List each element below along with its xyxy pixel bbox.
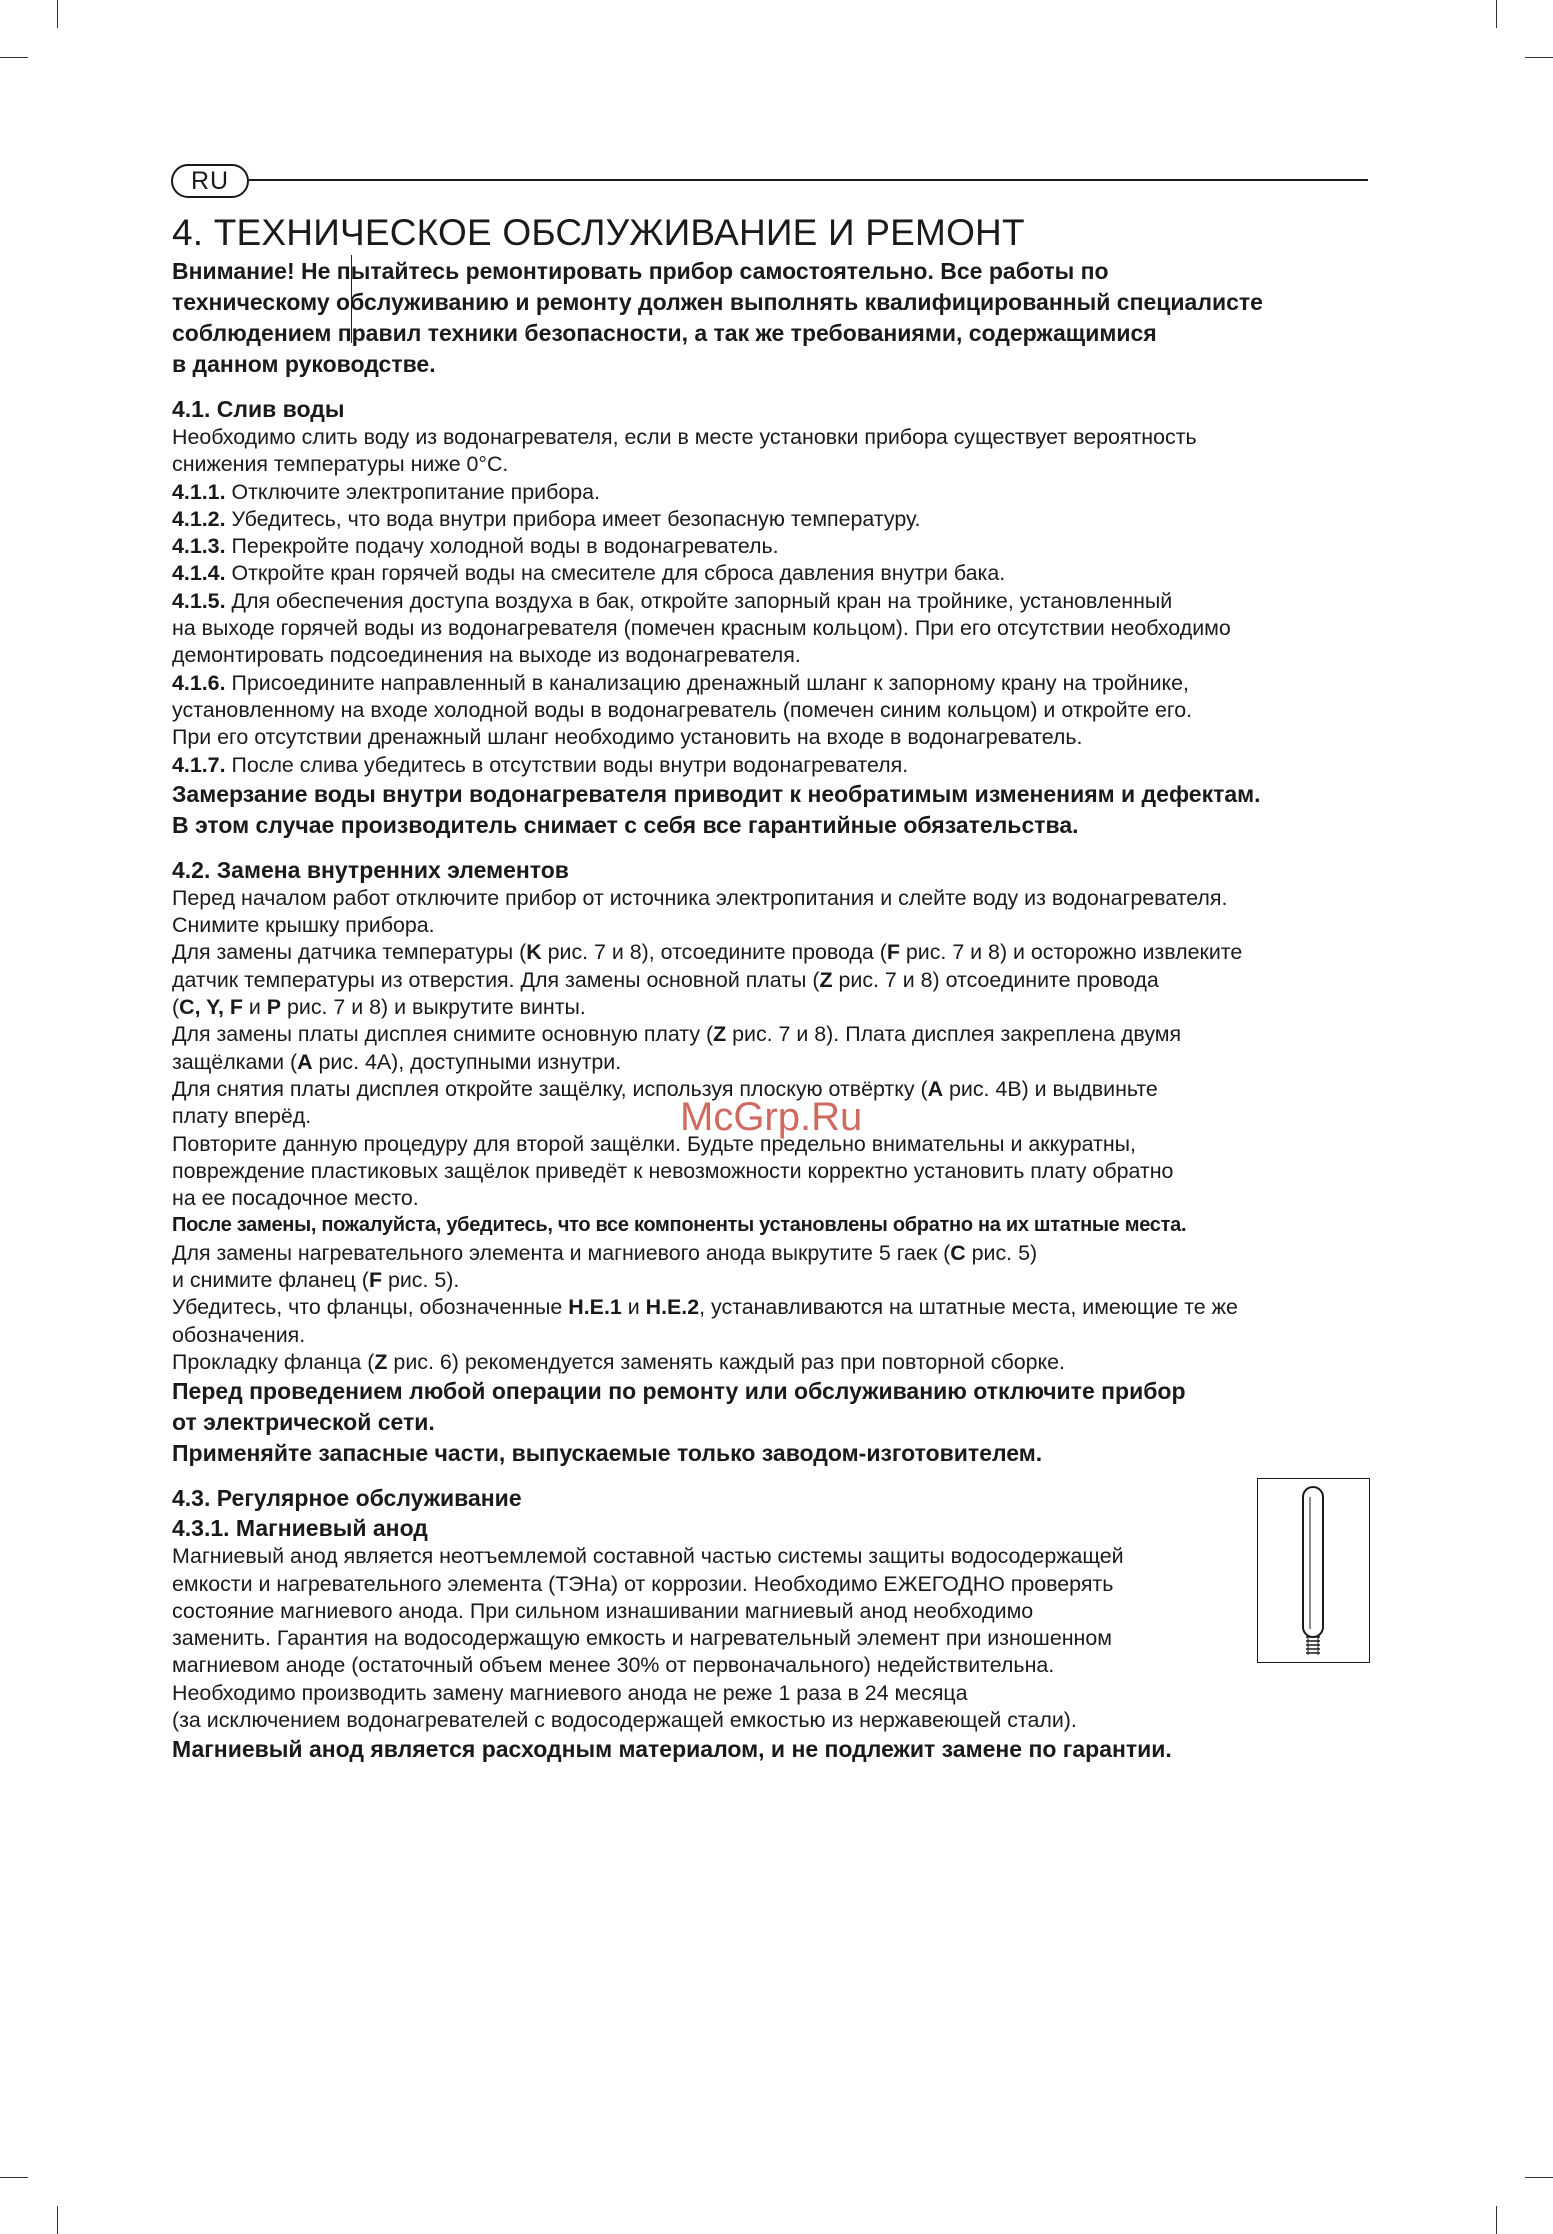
crop-mark: [0, 2177, 28, 2178]
section-heading: 4.1. Слив воды: [172, 396, 345, 422]
anode-warranty-warning: Магниевый анод является расходным материалом, и не подлежит замене по гарантии.: [172, 1736, 1172, 1763]
crop-mark: [1525, 2177, 1553, 2178]
power-off-warning: Перед проведением любой операции по ремонту или обслуживанию отключите прибор: [172, 1378, 1186, 1405]
step-4-1-1: 4.1.1. Отключите электропитание прибора.: [172, 479, 600, 504]
anode-rod-icon: [1258, 1479, 1368, 1661]
components-warning: После замены, пожалуйста, убедитесь, что все компоненты установлены обратно на их штатные места.: [172, 1214, 1187, 1237]
crop-mark: [57, 0, 58, 28]
header-rule: [249, 179, 1368, 181]
crop-mark: [1525, 57, 1553, 58]
magnesium-anode-figure: [1257, 1478, 1370, 1663]
main-warning: Внимание! Не пытайтесь ремонтировать прибор самостоятельно. Все работы по техническому обслуживанию и ремонту должен выполнять квалифицированный специалисте соблюдением правил техники безопасности, а так же требованиями, содержащимися в данном руководстве.: [172, 258, 1263, 377]
section-heading: 4.3. Регулярное обслуживание: [172, 1485, 522, 1512]
section-drain-water: 4.1. Слив воды Необходимо слить воду из водонагревателя, если в месте установки прибора существует вероятность снижения температуры ниже 0°С. 4.1.1. Отключите электропитание прибора. 4.1.2. Убедитесь, что вода внутри прибора имеет безопасную температуру. 4.1.3. Перекройте подачу холодной воды в водонагреватель. 4.1.4. Откройте кран горячей воды на смесителе для сброса давления внутри бака. 4.1.5. Для обеспечения доступа воздуха в бак, откройте запорный кран на тройнике, установленный на выходе горячей воды из водонагревателя (помечен красным кольцом). При его отсутствии необходимо демонтировать подсоединения на выходе из водонагревателя. 4.1.6. Присоедините направленный в канализацию дренажный шланг к запорному крану на тройнике, установленному на входе холодной воды в водонагреватель (помечен синим кольцом) и откройте его. При его отсутствии дренажный шланг необходимо установить на входе в водонагреватель. 4.1.7. После слива убедитесь в отсутствии воды внутри водонагревателя. Замерзание воды внутри водонагревателя приводит к необратимым изменениям и дефектам. В этом случае производитель снимает с себя все гарантийные обязательства.: [172, 394, 1402, 841]
page-content: [172, 210, 1402, 1765]
subsection-heading: 4.3.1. Магниевый анод: [172, 1515, 428, 1542]
spare-parts-warning: Применяйте запасные части, выпускаемые только заводом-изготовителем.: [172, 1440, 1043, 1467]
page-title: 4. ТЕХНИЧЕСКОЕ ОБСЛУЖИВАНИЕ И РЕМОНТ: [172, 212, 1025, 253]
crop-mark: [0, 57, 28, 58]
section-regular-maintenance: 4.3. Регулярное обслуживание 4.3.1. Магниевый анод Магниевый анод является неотъемлемой составной частью системы защиты водосодержащей емкости и нагревательного элемента (ТЭНа) от коррозии. Необходимо ЕЖЕГОДНО проверять состояние магниевого анода. При сильном изнашивании магниевый анод необходимо заменить. Гарантия на водосодержащую емкость и нагревательный элемент при изношенном магниевом аноде (остаточный объем менее 30% от первоначального) недействительна. Необходимо производить замену магниевого анода не реже 1 раза в 24 месяца (за исключением водонагревателей с водосодержащей емкостью из нержавеющей стали). Магниевый анод является расходным материалом, и не подлежит замене по гарантии.: [172, 1483, 1402, 1765]
step-4-1-2: 4.1.2. Убедитесь, что вода внутри прибора имеет безопасную температуру.: [172, 506, 921, 531]
freeze-warning: Замерзание воды внутри водонагревателя приводит к необратимым изменениям и дефектам.: [172, 780, 1261, 807]
crop-mark: [57, 2206, 58, 2234]
step-4-1-6: 4.1.6. Присоедините направленный в канализацию дренажный шланг к запорному крану на тройнике,: [172, 670, 1189, 695]
crop-mark: [1496, 0, 1497, 28]
language-badge: RU: [171, 164, 249, 198]
section-heading: 4.2. Замена внутренних элементов: [172, 856, 569, 883]
step-4-1-4: 4.1.4. Откройте кран горячей воды на смесителе для сброса давления внутри бака.: [172, 561, 1006, 586]
section-replace-elements: 4.2. Замена внутренних элементов Перед началом работ отключите прибор от источника электропитания и слейте воду из водонагревателя. Снимите крышку прибора. Для замены датчика температуры (K рис. 7 и 8), отсоедините провода (F рис. 7 и 8) и осторожно извлеките датчик температуры из отверстия. Для замены основной платы (Z рис. 7 и 8) отсоедините провода (C, Y, F и P рис. 7 и 8) и выкрутите винты. Для замены платы дисплея снимите основную плату (Z рис. 7 и 8). Плата дисплея закреплена двумя защёлками (A рис. 4А), доступными изнутри. Для снятия платы дисплея откройте защёлку, используя плоскую отвёртку (A рис. 4В) и выдвиньте плату вперёд. Повторите данную процедуру для второй защёлки. Будьте предельно внимательны и аккуратны, повреждение пластиковых защёлок приведёт к невозможности корректно установить плату обратно на ее посадочное место. После замены, пожалуйста, убедитесь, что все компоненты установлены обратно на их штатные места. Для замены нагревательного элемента и магниевого анода выкрутите 5 гаек (C рис. 5) и снимите фланец (F рис. 5). Убедитесь, что фланцы, обозначенные H.E.1 и H.E.2, устанавливаются на штатные места, имеющие те же обозначения. Прокладку фланца (Z рис. 6) рекомендуется заменять каждый раз при повторной сборке. Перед проведением любой операции по ремонту или обслуживанию отключите прибор от электрической сети. Применяйте запасные части, выпускаемые только заводом-изготовителем.: [172, 855, 1402, 1469]
step-4-1-5: 4.1.5. Для обеспечения доступа воздуха в бак, откройте запорный кран на тройнике, установленный: [172, 588, 1173, 613]
watermark: McGrp.Ru: [680, 1095, 863, 1139]
step-4-1-3: 4.1.3. Перекройте подачу холодной воды в водонагреватель.: [172, 534, 779, 559]
step-4-1-7: 4.1.7. После слива убедитесь в отсутствии воды внутри водонагревателя.: [172, 752, 909, 777]
crop-mark: [1496, 2206, 1497, 2234]
